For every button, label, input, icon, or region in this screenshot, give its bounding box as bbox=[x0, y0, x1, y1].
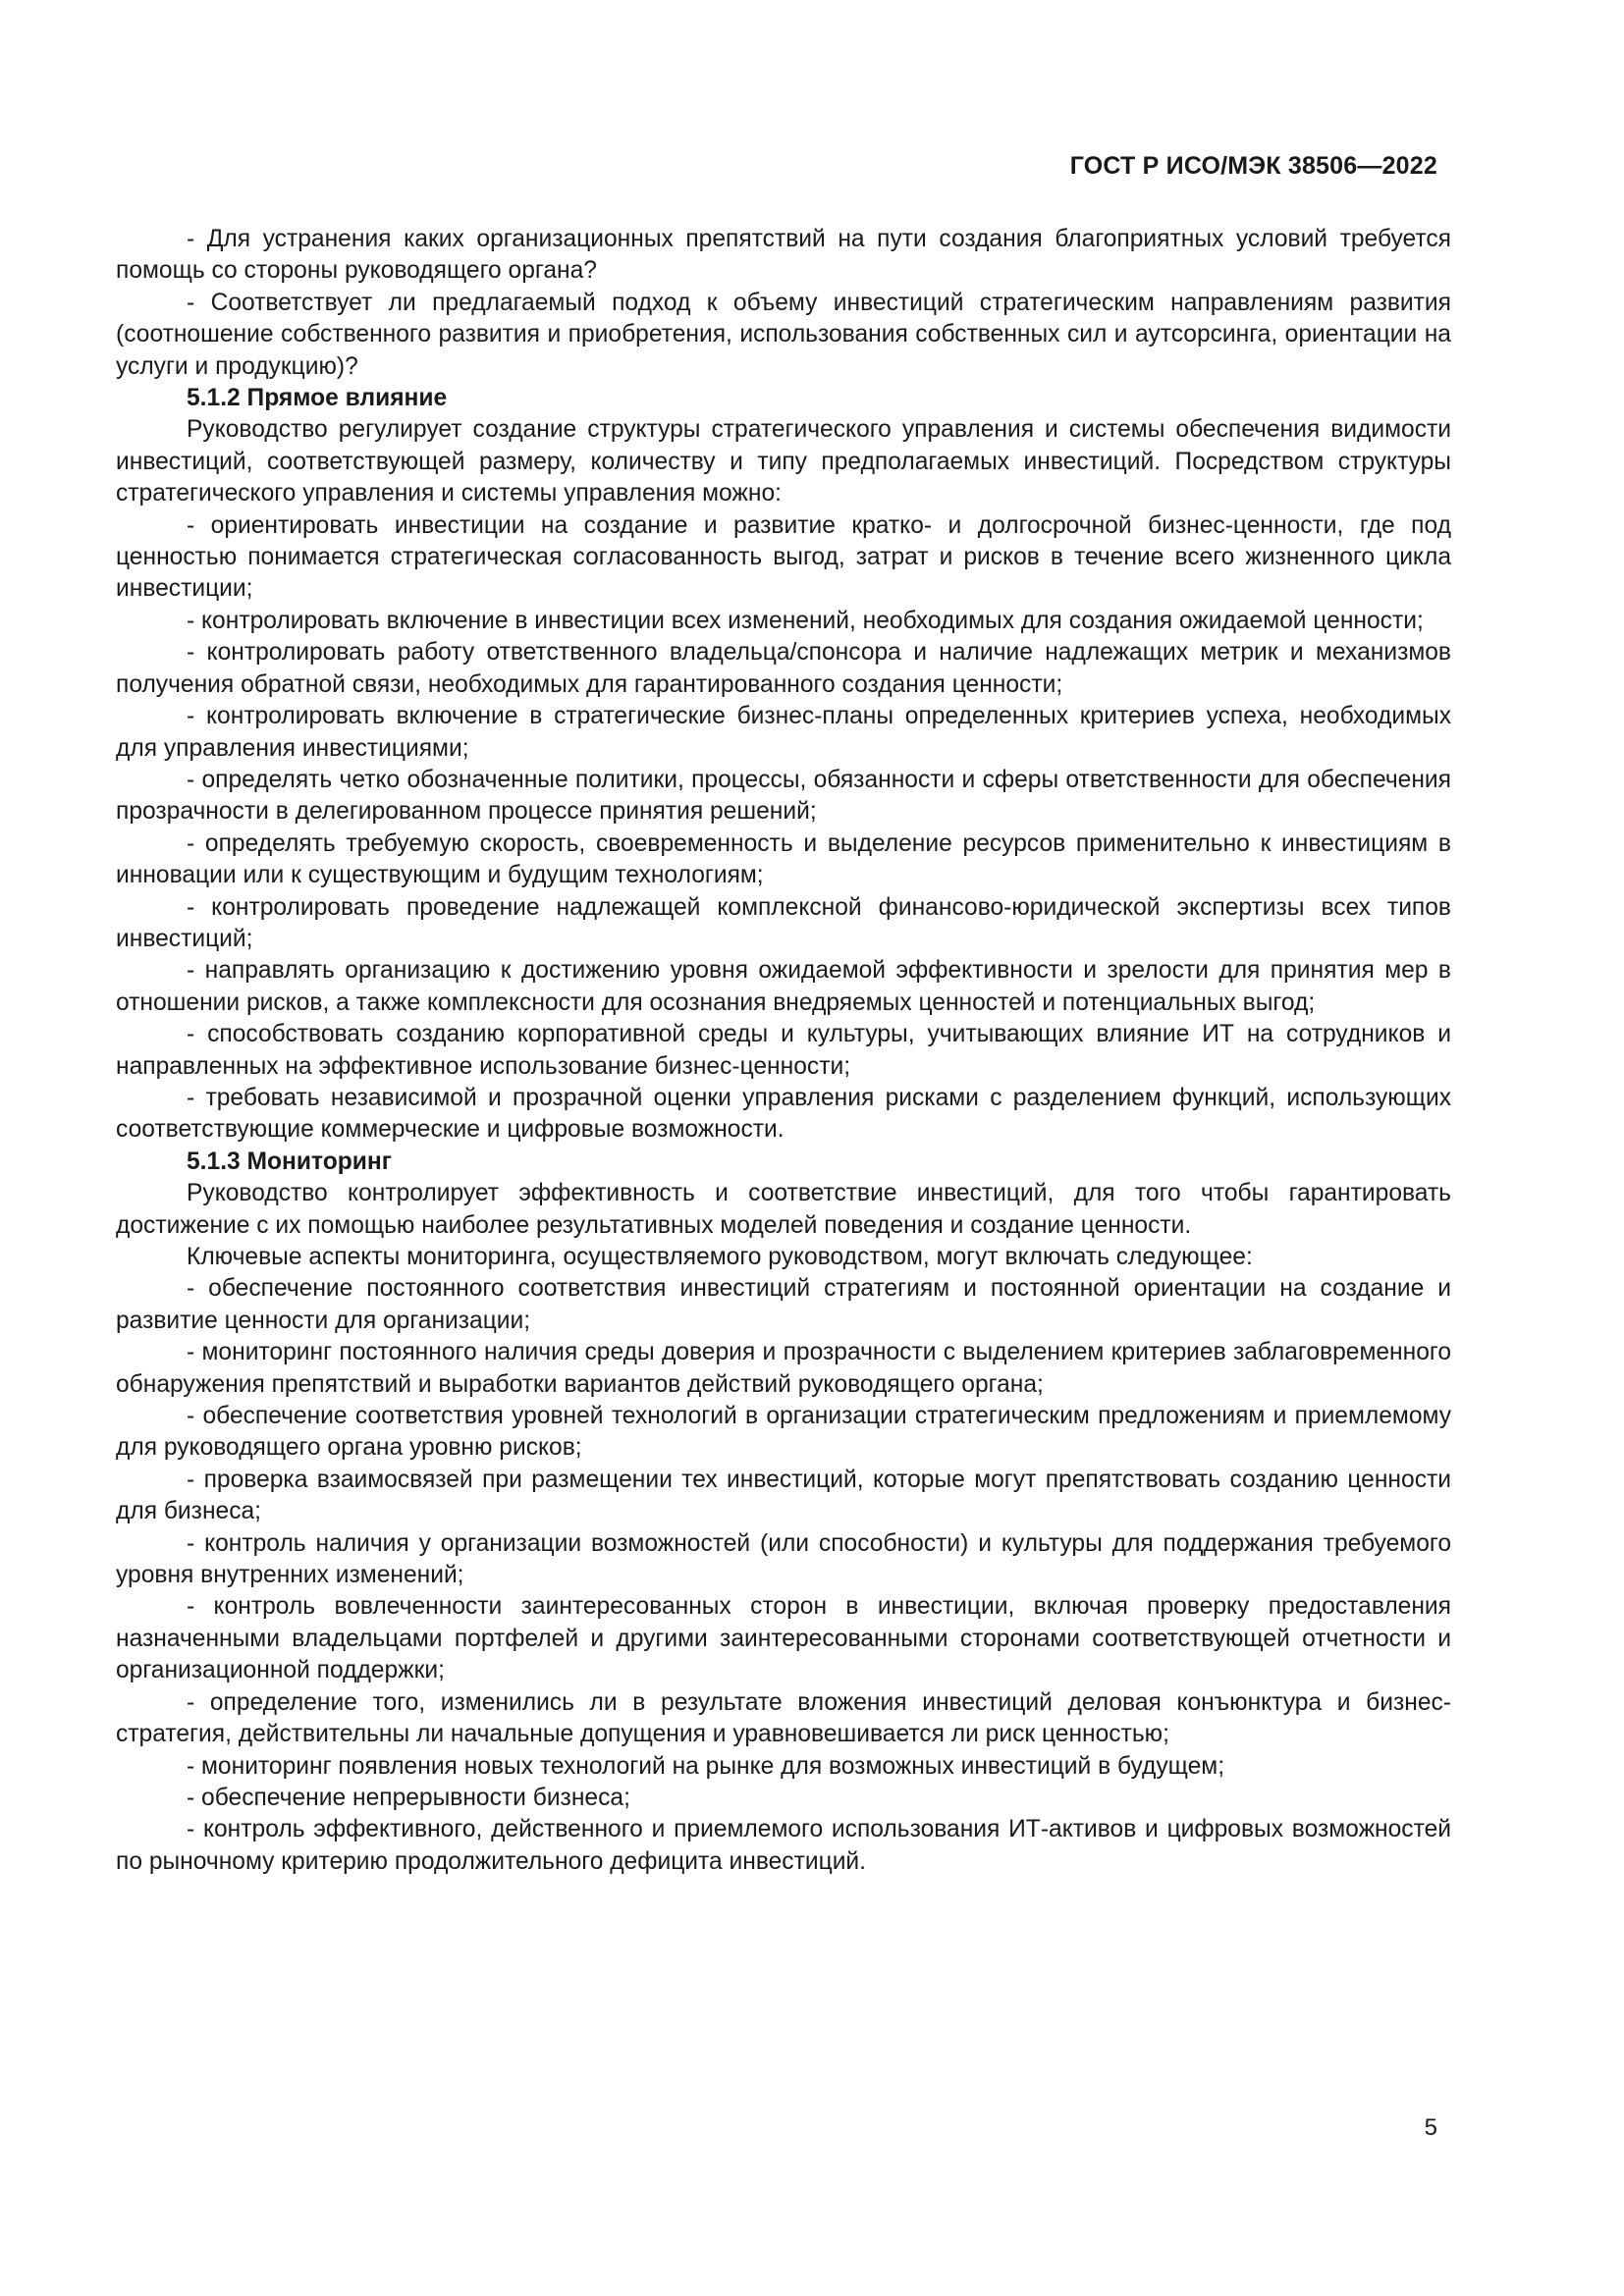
list-item: - обеспечение постоянного соответствия инвестиций стратегиям и постоянной ориентации на создание и развитие ценности для организации; bbox=[116, 1275, 1451, 1334]
list-item: - обеспечение непрерывности бизнеса; bbox=[187, 1784, 630, 1811]
list-item: - контролировать проведение надлежащей комплексной финансово-юридической экспертизы всех типов инвестиций; bbox=[116, 893, 1451, 952]
list-item: - мониторинг появления новых технологий на рынке для возможных инвестиций в будущем; bbox=[187, 1752, 1225, 1780]
list-item: - определять требуемую скорость, своевременность и выделение ресурсов применительно к инвестициям в инновации или к существующим и будущим технологиям; bbox=[116, 829, 1451, 889]
list-item: - способствовать созданию корпоративной среды и культуры, учитывающих влияние ИТ на сотрудников и направленных на эффективное использование бизнес-ценности; bbox=[116, 1021, 1451, 1080]
paragraph: Ключевые аспекты мониторинга, осуществляемого руководством, могут включать следующее: bbox=[187, 1244, 1253, 1270]
list-item: - контроль вовлеченности заинтересованных сторон в инвестиции, включая проверку предоставления назначенными владельцами портфелей и другими заинтересованными сторонами соответствующей отчетности и организационной поддержки; bbox=[116, 1593, 1451, 1684]
paragraph: - Для устранения каких организационных препятствий на пути создания благоприятных условий требуется помощь со стороны руководящего органа? bbox=[116, 226, 1451, 285]
list-item: - проверка взаимосвязей при размещении тех инвестиций, которые могут препятствовать созданию ценности для бизнеса; bbox=[116, 1466, 1451, 1525]
list-item: - контроль эффективного, действенного и приемлемого использования ИТ-активов и цифровых возможностей по рыночному критерию продолжительного дефицита инвестиций. bbox=[116, 1816, 1451, 1875]
document-standard-id: ГОСТ Р ИСО/МЭК 38506—2022 bbox=[1069, 152, 1437, 180]
paragraph: - Соответствует ли предлагаемый подход к объему инвестиций стратегическим направлениям развития (соотношение собственного развития и приобретения, использования собственных сил и аутсорсинга, ориентации на услуги и продукцию)? bbox=[116, 289, 1451, 380]
section-heading-5-1-2: 5.1.2 Прямое влияние bbox=[187, 385, 448, 412]
page-number: 5 bbox=[1424, 2114, 1437, 2141]
list-item: - ориентировать инвестиции на создание и развитие кратко- и долгосрочной бизнес-ценности, где под ценностью понимается стратегическая согласованность выгод, затрат и рисков в течение всего жизненного цикла инвестиции; bbox=[116, 511, 1451, 603]
list-item: - мониторинг постоянного наличия среды доверия и прозрачности с выделением критериев заблаговременного обнаружения препятствий и выработки вариантов действий руководящего органа; bbox=[116, 1339, 1451, 1398]
section-heading-5-1-3: 5.1.3 Мониторинг bbox=[187, 1148, 392, 1175]
list-item: - контролировать включение в инвестиции всех изменений, необходимых для создания ожидаемой ценности; bbox=[187, 607, 1424, 634]
list-item: - контроль наличия у организации возможностей (или способности) и культуры для поддержания требуемого уровня внутренних изменений; bbox=[116, 1529, 1451, 1589]
document-body bbox=[116, 224, 1451, 1878]
list-item: - направлять организацию к достижению уровня ожидаемой эффективности и зрелости для принятия мер в отношении рисков, а также комплексности для осознания внедряемых ценностей и потенциальных выгод; bbox=[116, 957, 1451, 1016]
paragraph: Руководство контролирует эффективность и соответствие инвестиций, для того чтобы гарантировать достижение с их помощью наиболее результативных моделей поведения и создание ценности. bbox=[116, 1180, 1451, 1239]
list-item: - требовать независимой и прозрачной оценки управления рисками с разделением функций, использующих соответствующие коммерческие и цифровые возможности. bbox=[116, 1084, 1451, 1144]
paragraph: Руководство регулирует создание структуры стратегического управления и системы обеспечения видимости инвестиций, соответствующей размеру, количеству и типу предполагаемых инвестиций. Посредством структуры стратегического управления и системы управления можно: bbox=[116, 416, 1451, 507]
list-item: - контролировать работу ответственного владельца/спонсора и наличие надлежащих метрик и механизмов получения обратной связи, необходимых для гарантированного создания ценности; bbox=[116, 639, 1451, 698]
list-item: - обеспечение соответствия уровней технологий в организации стратегическим предложениям и приемлемому для руководящего органа уровню рисков; bbox=[116, 1403, 1451, 1462]
list-item: - определять четко обозначенные политики, процессы, обязанности и сферы ответственности для обеспечения прозрачности в делегированном процессе принятия решений; bbox=[116, 766, 1451, 826]
list-item: - определение того, изменились ли в результате вложения инвестиций деловая конъюнктура и бизнес-стратегия, действительны ли начальные допущения и уравновешивается ли риск ценностью; bbox=[116, 1688, 1451, 1748]
list-item: - контролировать включение в стратегические бизнес-планы определенных критериев успеха, необходимых для управления инвестициями; bbox=[116, 703, 1451, 762]
